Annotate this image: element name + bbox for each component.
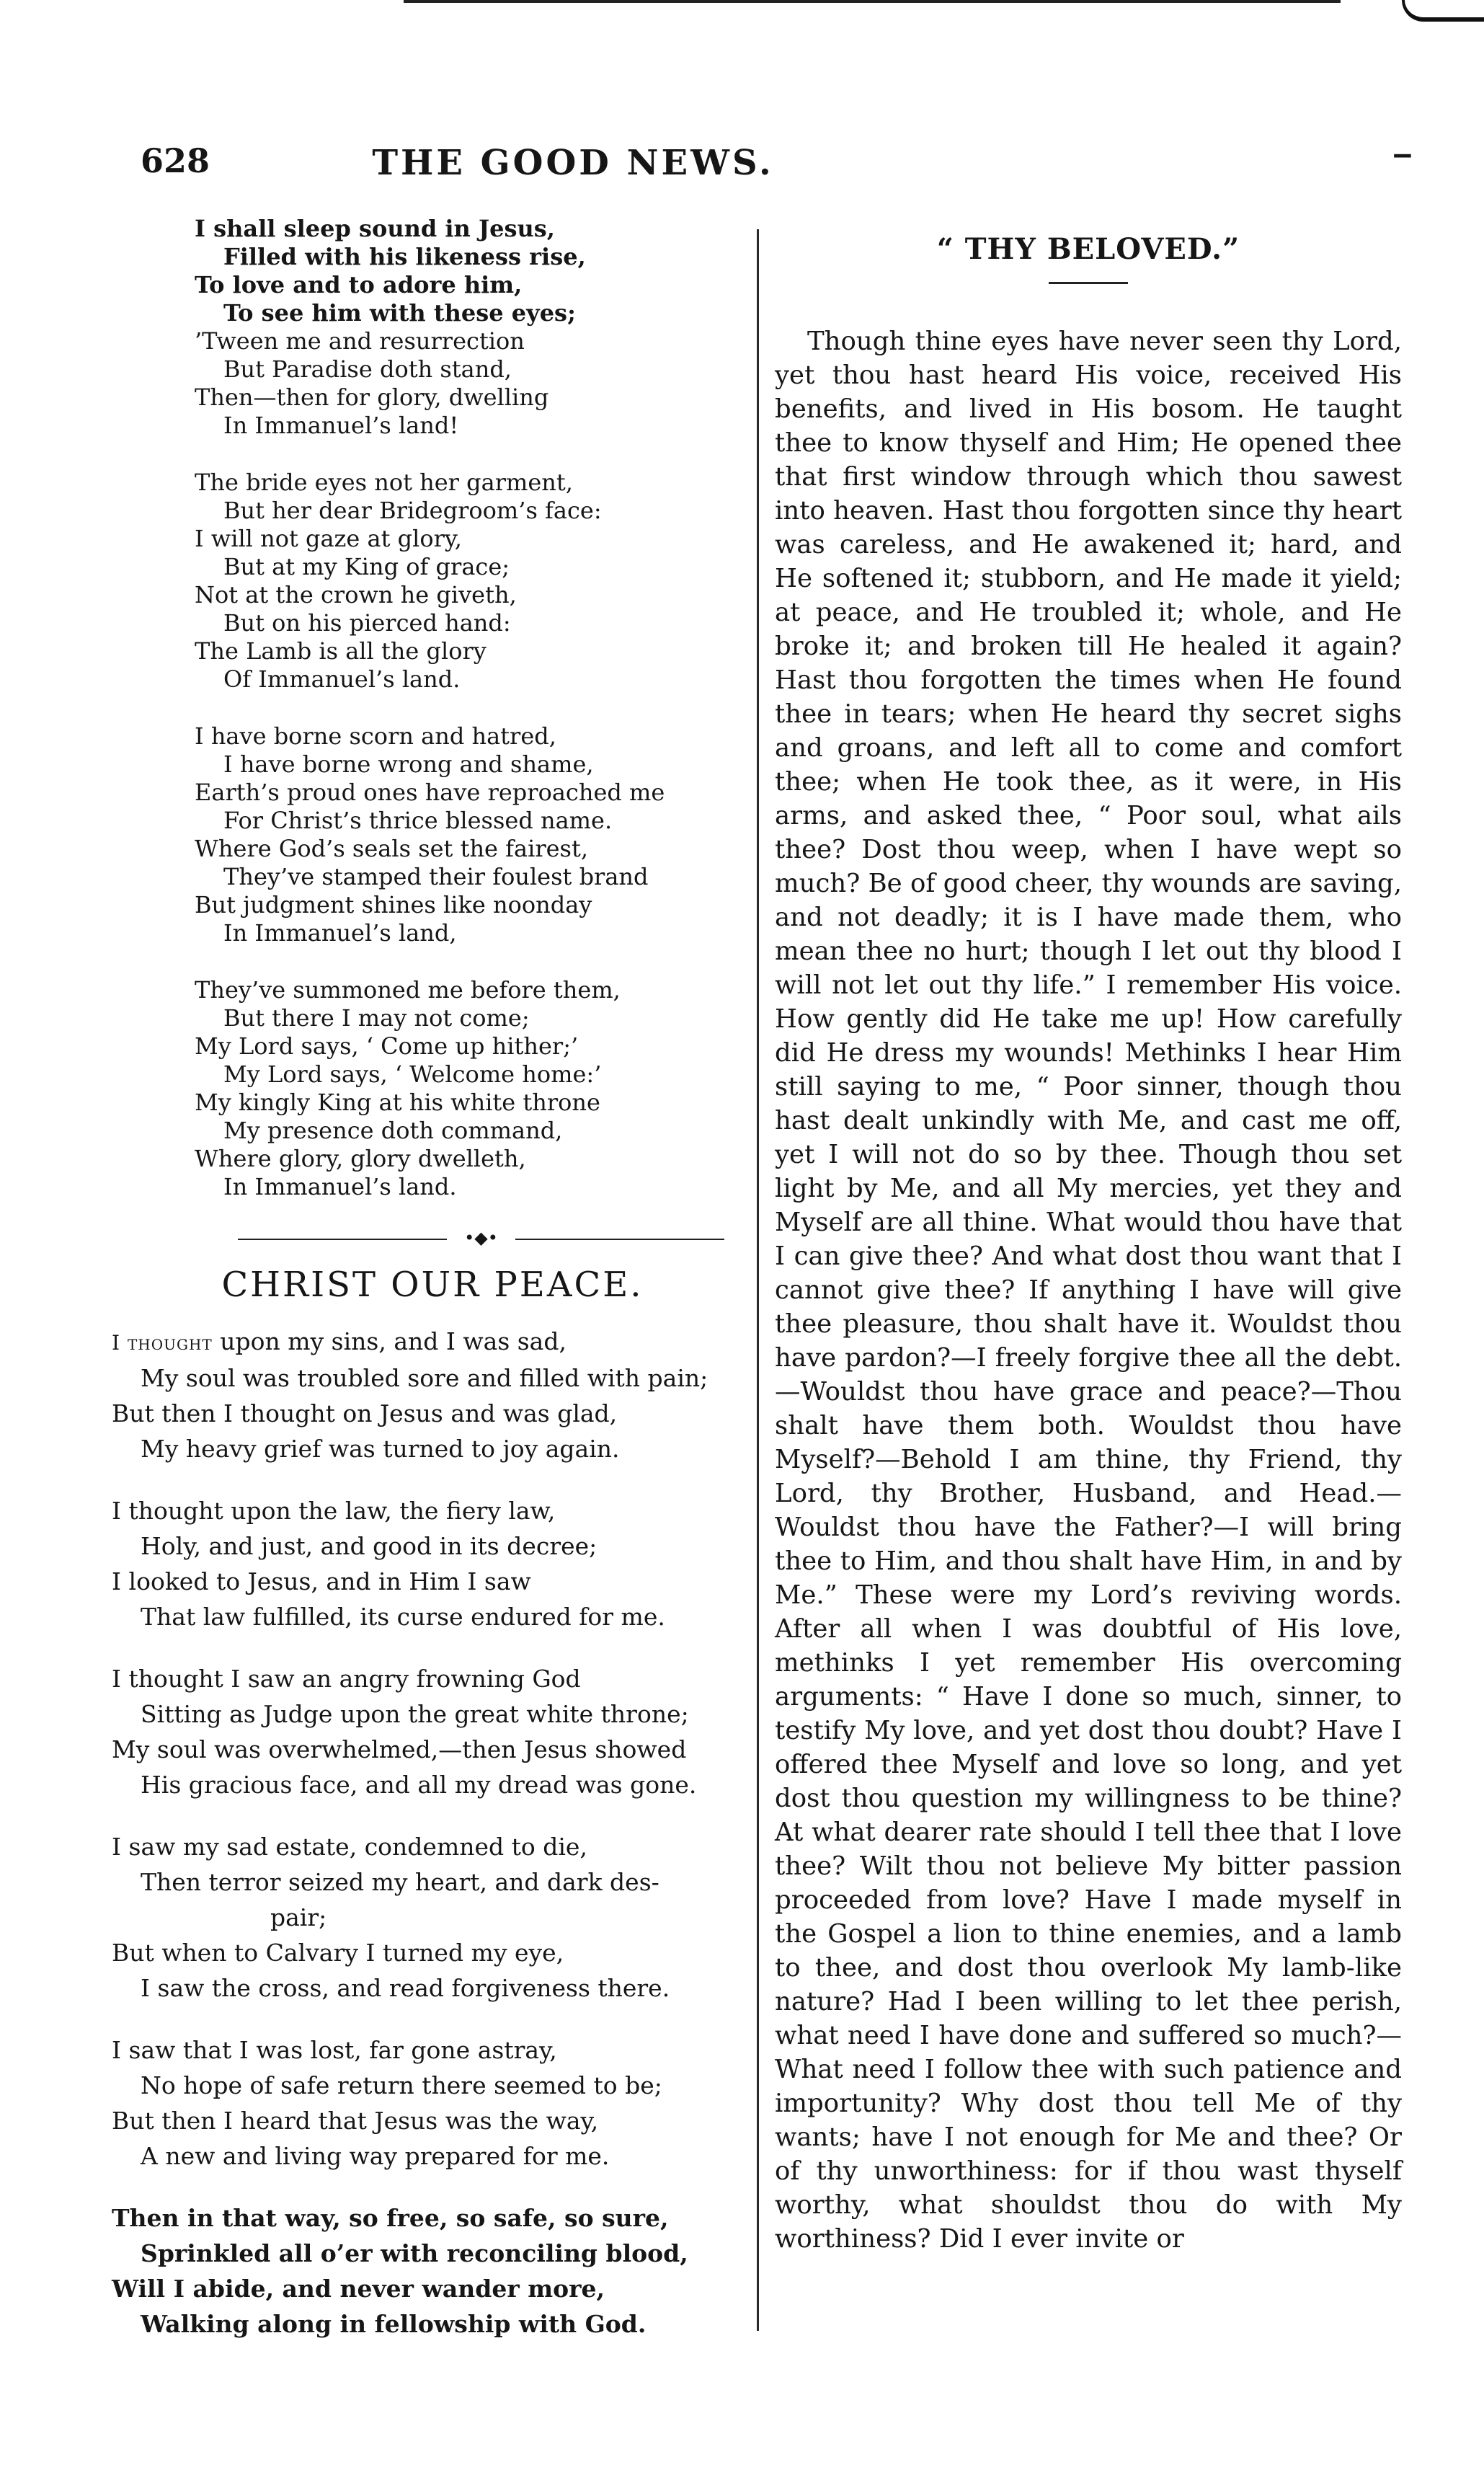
poem-line: I have borne scorn and hatred, [195, 722, 556, 750]
poem-line: I will not gaze at glory, [195, 525, 462, 552]
poem-line: But then I thought on Jesus and was glad, [112, 1399, 618, 1427]
poem-line: I shall sleep sound in Jesus, [195, 215, 555, 242]
poem-line: My soul was overwhelmed,—then Jesus showed [112, 1735, 687, 1763]
poem-line: I thought I saw an angry frowning God [112, 1665, 581, 1693]
running-title: THE GOOD NEWS. [372, 143, 774, 183]
stanza [195, 722, 746, 947]
right-column [775, 215, 1402, 2256]
poem-line: Then—then for glory, dwelling [195, 384, 549, 411]
stanza [112, 2200, 746, 2342]
poem-line [112, 1324, 746, 1360]
column-rule [757, 229, 759, 2331]
poem-line: My Lord says, ‘ Come up hither;’ [195, 1032, 579, 1060]
poem-line: I have borne wrong and shame, [223, 751, 594, 778]
poem-line: My presence doth command, [223, 1117, 563, 1144]
poem-line: To see him with these eyes; [223, 299, 576, 327]
poem-line: Walking along in fellowship with God. [141, 2310, 647, 2338]
poem-line-text: upon my sins, and I was sad, [212, 1327, 567, 1355]
poem-line: Where God’s seals set the fairest, [195, 835, 588, 862]
poem-line: But there I may not come; [223, 1004, 530, 1032]
poem-line: Sitting as Judge upon the great white throne; [141, 1700, 689, 1728]
poem-line: pair; [270, 1903, 327, 1931]
poem-line: The bride eyes not her garment, [195, 469, 573, 496]
poem-line: The Lamb is all the glory [195, 637, 486, 665]
stanza [112, 1324, 746, 1466]
stanza [112, 1829, 746, 2006]
poem-line: But Paradise doth stand, [223, 355, 512, 383]
poem-line: I saw my sad estate, condemned to die, [112, 1833, 587, 1861]
poem-line: In Immanuel’s land! [223, 412, 459, 439]
poem-first-word: I thought [112, 1331, 213, 1355]
poem-line: My kingly King at his white throne [195, 1089, 600, 1116]
article-title: “ THY BELOVED.” [936, 232, 1240, 266]
stanza [195, 215, 746, 440]
stanza [112, 1661, 746, 1802]
stanza [112, 2032, 746, 2174]
poem-line: They’ve summoned me before them, [195, 976, 621, 1004]
stanza [112, 1493, 746, 1634]
section-divider [238, 1230, 724, 1249]
poem-line: I thought upon the law, the fiery law, [112, 1497, 556, 1525]
poem-line: But then I heard that Jesus was the way, [112, 2107, 599, 2135]
poem-line: Where glory, glory dwelleth, [195, 1145, 526, 1172]
poem-line: Not at the crown he giveth, [195, 581, 517, 608]
poem-line: But at my King of grace; [223, 553, 510, 580]
poem-line: But on his pierced hand: [223, 609, 511, 637]
divider-ornament-icon: •◆• [464, 1228, 498, 1248]
poem-line: His gracious face, and all my dread was gone. [141, 1771, 697, 1799]
poem-christ-our-peace [112, 1324, 746, 2342]
poem-line: In Immanuel’s land. [223, 1173, 457, 1200]
poem-line: My soul was troubled sore and filled with pain; [141, 1364, 708, 1392]
title-rule [1049, 282, 1128, 284]
poem-line: That law fulfilled, its curse endured for me. [141, 1603, 665, 1631]
page-corner-curl [1402, 0, 1484, 22]
poem-line: For Christ’s thrice blessed name. [223, 807, 613, 834]
poem-line: To love and to adore him, [195, 271, 523, 298]
poem-line: Will I abide, and never wander more, [112, 2275, 605, 2303]
poem-line: But her dear Bridegroom’s face: [223, 497, 602, 524]
poem-line: They’ve stamped their foulest brand [223, 863, 649, 890]
poem-line: A new and living way prepared for me. [141, 2142, 610, 2170]
page-top-edge [404, 0, 1341, 10]
poem-line: Filled with his likeness rise, [223, 243, 586, 270]
poem-line: I saw the cross, and read forgiveness there. [141, 1974, 670, 2002]
poem-line: Sprinkled all o’er with reconciling blood, [141, 2239, 688, 2267]
poem-line: Of Immanuel’s land. [223, 665, 461, 693]
poem-line: Holy, and just, and good in its decree; [141, 1532, 597, 1560]
poem-line: My Lord says, ‘ Welcome home:’ [223, 1061, 602, 1088]
left-column [112, 215, 746, 2368]
header-mark: ‒ [1392, 137, 1413, 171]
poem-line: My heavy grief was turned to joy again. [141, 1435, 620, 1463]
stanza [195, 976, 746, 1201]
poem-line: Then in that way, so free, so safe, so sure, [112, 2204, 669, 2232]
poem-immanuels-land [195, 215, 746, 1201]
poem-title: CHRIST OUR PEACE. [221, 1265, 644, 1305]
stanza [195, 469, 746, 694]
poem-line: No hope of safe return there seemed to be; [141, 2071, 662, 2099]
divider-rule-right [515, 1239, 724, 1240]
poem-line: But when to Calvary I turned my eye, [112, 1939, 564, 1967]
poem-line: In Immanuel’s land, [223, 919, 457, 947]
poem-line: But judgment shines like noonday [195, 891, 592, 918]
page-number: 628 [141, 141, 210, 180]
article-body: Though thine eyes have never seen thy Lord, yet thou hast heard His voice, received His benefits, and lived in His bosom. He taught thee to know thyself and Him; He opened thee that first window through which thou sawest into heaven. Hast thou forgotten since thy heart was careless, and He awakened it; hard, and He softened it; stubborn, and He made it yield; at peace, and He troubled it; whole, and He broke it; and broken till He healed it again? Hast thou forgotten the times when He found thee in tears; when He heard thy secret sighs and groans, and left all to come and comfort thee; when He took thee, as it were, in His arms, and asked thee, “ Poor soul, what ails thee? Dost thou weep, when I have wept so much? Be of good cheer, thy wounds are saving, and not deadly; it is I have made them, who mean thee no hurt; though I let out thy blood I will not let out thy life.” I remember His voice. How gently did He take me up! How carefully did He dress my wounds! Methinks I hear Him still saying to me, “ Poor sinner, though thou hast dealt unkindly with Me, and cast me off, yet I will not do so by thee. Though thou set light by Me, and all My mercies, yet they and Myself are all thine. What would thou have that I can give thee? And what dost thou want that I cannot give thee? If anything I have will give thee pleasure, thou shalt have it. Wouldst thou have pardon?—I freely forgive thee all the debt.—Wouldst thou have grace and peace?—Thou shalt have them both. Wouldst thou have Myself?—Behold I am thine, thy Friend, thy Lord, thy Brother, Husband, and Head.—Wouldst thou have the Father?—I will bring thee to Him, and thou shalt have Him, in and by Me.” These were my Lord’s reviving words. After all when I was doubtful of His love, methinks I yet remember His overcoming arguments: “ Have I done so much, sinner, to testify My love, and yet dost thou doubt? Have I offered thee Myself and love so long, and yet dost thou question my willingness to be thine? At what dearer rate should I tell thee that I love thee? Wilt thou not believe My bitter passion proceeded from love? Have I made myself in the Gospel a lion to thine enemies, and a lamb to thee, and dost thou overlook My lamb-like nature? Had I been willing to let thee perish, what need I have done and suffered so much?—What need I follow thee with such patience and importunity? Why dost thou tell Me of thy wants; have I not enough for Me and thee? Or of thy unworthiness: for if thou wast thyself worthy, what shouldst thou do with My worthiness? Did I ever invite or [775, 327, 1402, 2254]
poem-line: I looked to Jesus, and in Him I saw [112, 1567, 531, 1595]
poem-line: I saw that I was lost, far gone astray, [112, 2036, 557, 2064]
poem-line: ’Tween me and resurrection [195, 327, 525, 355]
poem-line: Then terror seized my heart, and dark des- [141, 1868, 659, 1896]
poem-line: Earth’s proud ones have reproached me [195, 779, 665, 806]
